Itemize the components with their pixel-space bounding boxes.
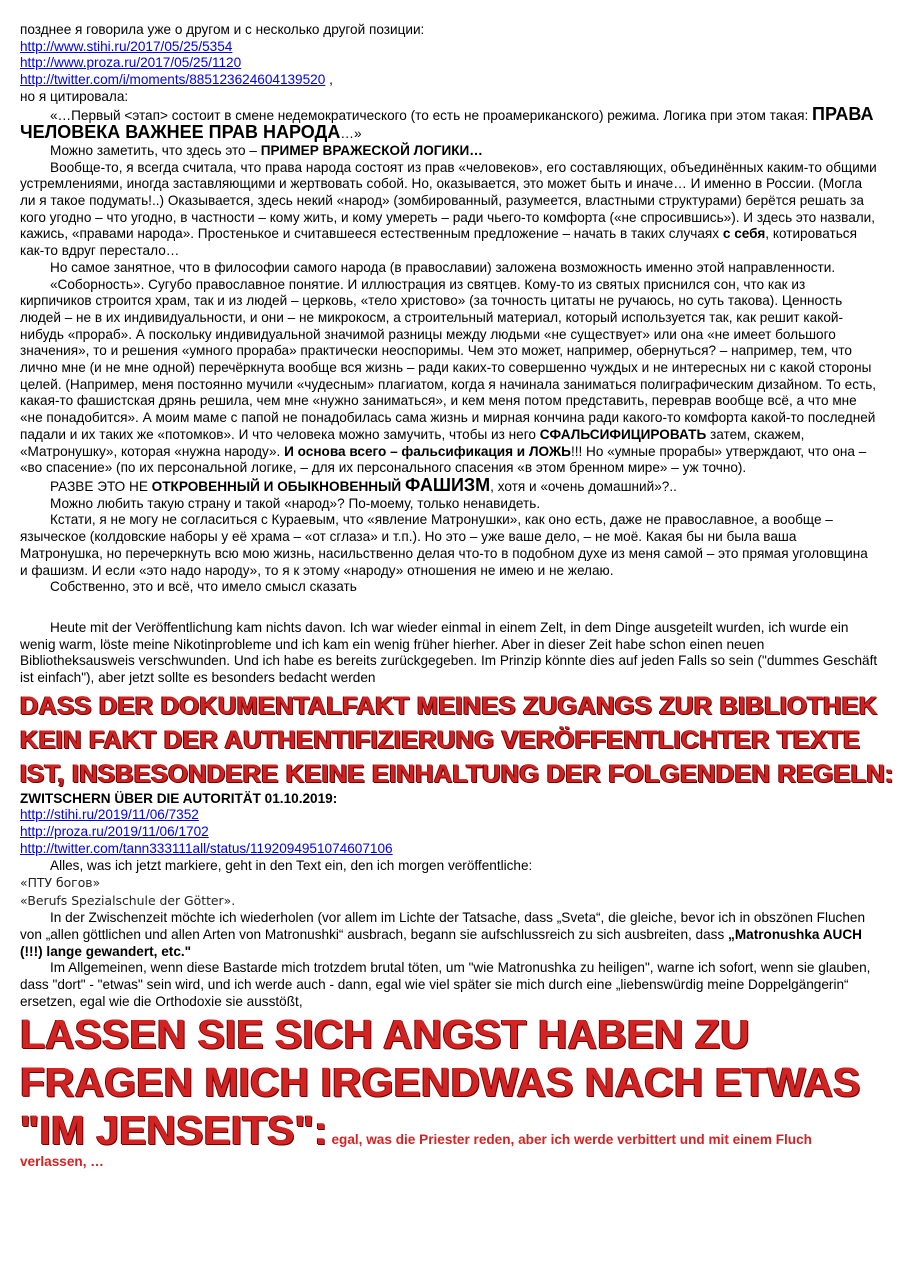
quote-emphasis: ПРАВА ЧЕЛОВЕКА ВАЖНЕЕ ПРАВ НАРОДА <box>20 103 874 143</box>
link-suffix: , <box>325 72 333 88</box>
paragraph <box>20 474 878 496</box>
paragraph <box>20 160 878 260</box>
bold-text: с себя <box>722 226 766 242</box>
bold-text: „Matronushka AUCH (!!!) lange gewandert, etc." <box>20 926 862 959</box>
text: In der Zwischenzeit möchte ich wiederholen (vor allem im Lichte der Tatsache, dass „Sveta“, die gleiche, bevor ich in obszönen Fluchen von „allen göttlichen und allen Arten von Matronushki“ ausbrach, begann sie aufschlussreich zu sich ausbreiten, dass <box>20 910 866 942</box>
paragraph: позднее я говорила уже о другом и с несколько другой позиции: <box>20 22 425 37</box>
bold-text: И основа всего – фальсификация и ЛОЖЬ <box>284 443 571 459</box>
paragraph: Но самое занятное, что в философии самого народа (в православии) заложена возможность именно этой направленности. <box>50 259 836 275</box>
paragraph: но я цитировала: <box>20 88 129 104</box>
link-stihi-2017[interactable]: http://www.stihi.ru/2017/05/25/5354 <box>20 38 233 54</box>
big-bold-text: ФАШИЗМ <box>404 474 491 495</box>
paragraph-de: Alles, was ich jetzt markiere, geht in den Text ein, den ich morgen veröffentliche: <box>50 857 533 873</box>
document-body <box>20 22 894 1171</box>
text: затем, скажем, «Матронушку», которая «нужна народу». <box>20 426 805 459</box>
red-headline-large: LASSEN SIE SICH ANGST HABEN ZU FRAGEN MICH IRGENDWAS NACH ETWAS "IM JENSEITS": <box>20 1011 861 1154</box>
link-list-2017 <box>20 39 878 89</box>
text: Вообще-то, я всегда считала, что права народа состоят из прав «человеков», его составляющих, объединённых каким-то общими устремлениями, иногда заставляющими и жертвовать собой. Но, оказывается, это может быть и иначе… И именно в России. (Могла ли я такое подумать!..) Оказывается, здесь некий «народ» (зомбированный, разумеется, властными структурами) берётся решать за кого угодно – что угодно, в частности – кому жить, и кому умереть – ради чьего-то комфорта («не спросившись»). И здесь это назвали, кажись, «правами народа». Простенькое и считавшееся естественным предложение – начать в таких случаях <box>20 159 877 242</box>
paragraph-de: Heute mit der Veröffentlichung kam nichts davon. Ich war wieder einmal in einem Zelt, in dem Dinge ausgeteilt wurden, ich wurde ein wenig warm, löste meine Nikotinprobleme und ich kam ein wenig früher hierher. Aber in dieser Zeit habe schon einen neuen Bibliotheksausweis verschwunden. Und ich habe es bereits zurückgegeben. Im Prinzip könnte dies auf jeden Falls so sein ("dummes Geschäft ist einfach"), aber jetzt sollte es besonders bedacht werden <box>20 619 878 686</box>
bold-text: ОТКРОВЕННЫЙ И ОБЫКНОВЕННЫЙ <box>151 478 405 494</box>
spacer <box>20 596 878 620</box>
link-proza-2017[interactable]: http://www.proza.ru/2017/05/25/1120 <box>20 55 242 71</box>
bold-text: ПРИМЕР ВРАЖЕСКОЙ ЛОГИКИ… <box>260 142 483 158</box>
bold-text: СФАЛЬСИФИЦИРОВАТЬ <box>539 426 707 442</box>
title-ptu: «ПТУ богов» <box>20 875 101 891</box>
paragraph-de <box>20 910 878 960</box>
text: РАЗВЕ ЭТО НЕ <box>50 478 152 494</box>
text: Можно заметить, что здесь это – <box>50 142 261 158</box>
paragraph: Собственно, это и всё, что имело смысл сказать <box>50 579 357 595</box>
link-twitter-moments[interactable]: http://twitter.com/i/moments/885123624604139520 <box>20 72 326 88</box>
paragraph <box>20 277 878 477</box>
paragraph-de: Im Allgemeinen, wenn diese Bastarde mich trotzdem brutal töten, um "wie Matronushka zu heiligen", warne ich sofort, wenn sie glauben, dass "dort" - "etwas" sein wird, und ich werde auch - dann, egal wie viel später sie mich durch eine „liebenswürdig meine Doppelgängerin“ ersetzen, egal wie die Orthodoxie sie ausstößt, <box>20 960 871 1009</box>
text: , хотя и «очень домашний»?.. <box>490 478 677 494</box>
quote-text: «…Первый <этап> состоит в смене недемократического (то есть не проамериканского) режима. Логика при этом такая: <box>50 107 813 123</box>
link-stihi-2019[interactable]: http://stihi.ru/2019/11/06/7352 <box>20 807 199 823</box>
text: , котироваться как-то вдруг перестало… <box>20 226 857 259</box>
bold-text: ZWITSCHERN ÜBER DIE AUTORITÄT 01.10.2019: <box>20 790 338 806</box>
paragraph <box>20 143 878 160</box>
text: «Соборность». Сугубо православное понятие. И иллюстрация из святцев. Кому-то из святых приснился сон, что как из кирпичиков строится храм, так и из людей – церковь, «тело христово» (за точность цитаты не ручаюсь, но суть такова). Ценность людей – не в их индивидуальности, и они – не микрокосм, а строительный материал, который используется так, как решит какой-нибудь «прораб». А поскольку индивидуальной значимой разницы между людьми «не существует» или она «не имеет большого значения», то и решения «умного прораба» практически неоспоримы. Чем это может, например, обернуться? – например, тем, что лично мне (и не мне одной) перечёркнута вообще вся жизнь – ради каких-то совершенно чуждых и не интересных ни с какой стороны целей. (Например, меня постоянно мучили «чудесным» плагиатом, когда я начинала заниматься полиграфическим дизайном. То есть, какая-то фашистская дрянь решила, чем мне «нужно заниматься», и кем меня потом представить, переврав вообще всё, а что мне «не понадобится». А моим маме с папой не понадобилась сама жизнь и мирная кончина ради какого-то комфорта какой-то последней падали и их таких же «потомков». И что человека можно замучить, чтобы из него <box>20 276 877 442</box>
paragraph: Кстати, я не могу не согласиться с Кураевым, что «явление Матронушки», как оно есть, даже не православное, а вообще – языческое (колдовские наборы у её храма – «от сглаза» и т.п.). Но это – уже ваше дело, – не моё. Какая бы ни была ваша Матронушка, но перечеркнуть всю мою жизнь, насильственно делая что-то в подобном духе из меня самой – это прямая уголовщина и фашизм. И если «это надо народу», то я к этому «народу» отношения не имею и не желаю. <box>20 512 868 578</box>
link-twitter-status[interactable]: http://twitter.com/tann333111all/status/1192094951074607106 <box>20 840 393 856</box>
title-berufs: «Berufs Spezialschule der Götter». <box>20 893 236 909</box>
red-headline: DASS DER DOKUMENTALFAKT MEINES ZUGANGS ZUR BIBLIOTHEK KEIN FAKT DER AUTHENTIFIZIERUNG VERÖFFENTLICHTER TEXTE IST, INSBESONDERE KEINE EINHALTUNG DER FOLGENDEN REGELN: <box>20 691 894 788</box>
link-list-2019 <box>20 807 878 857</box>
quote-end: …» <box>340 126 362 142</box>
link-row-twitter <box>20 72 878 89</box>
link-proza-2019[interactable]: http://proza.ru/2019/11/06/1702 <box>20 824 209 840</box>
paragraph: Можно любить такую страну и такой «народ»? По-моему, только ненавидеть. <box>50 495 541 511</box>
tweet-heading <box>20 791 878 808</box>
text: !!! Но «умные прорабы» утверждают, что она – «во спасение» (по их персональной логике, – для их персонального спасения «в этом бренном мире» – уж точно). <box>20 443 867 476</box>
red-tail-text: egal, was die Priester reden, aber ich werde verbittert und mit einem Fluch verlassen, … <box>20 1132 812 1170</box>
quote-paragraph <box>20 103 878 143</box>
closing-block <box>20 1010 878 1171</box>
